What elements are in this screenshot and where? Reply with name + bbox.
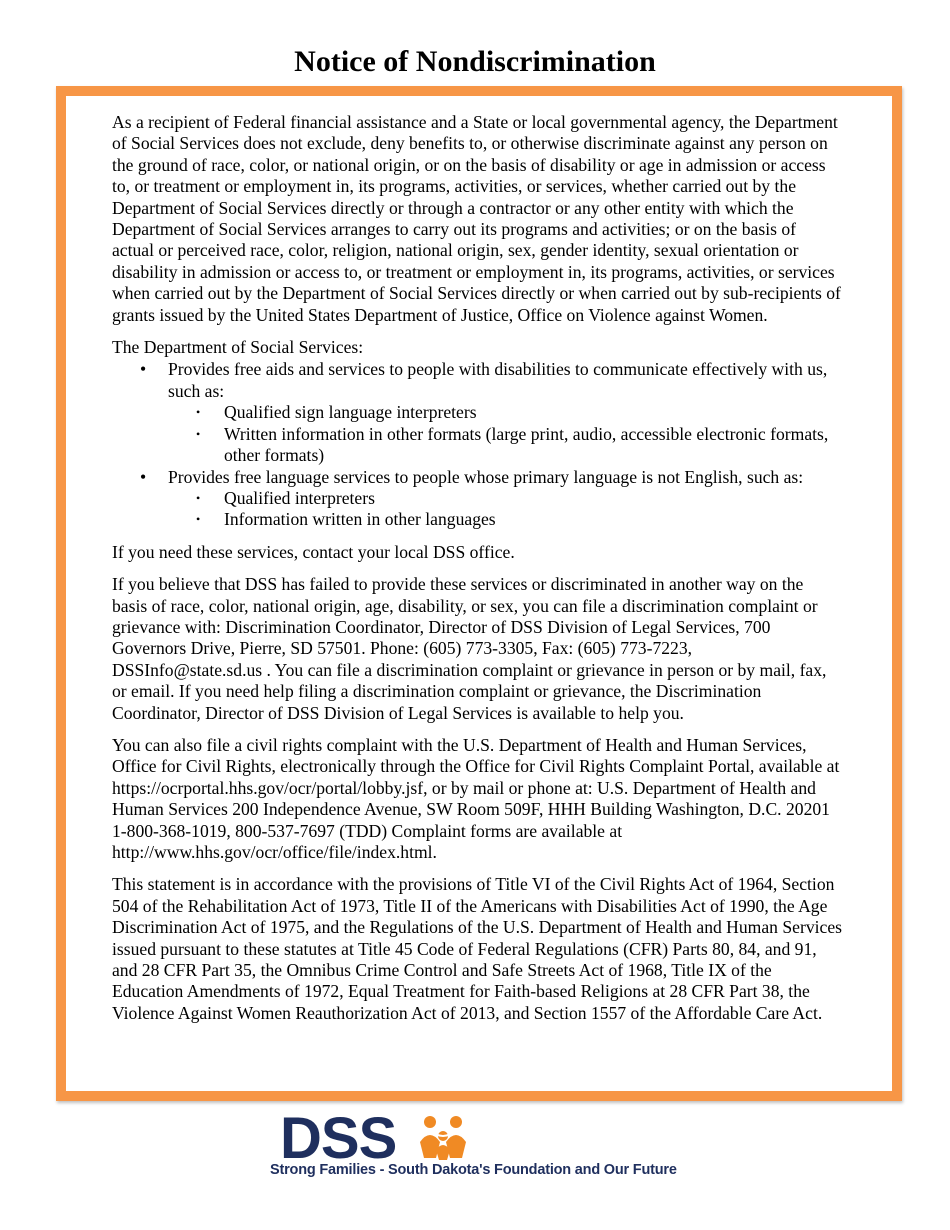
service-item-text: Provides free aids and services to people with disabilities to communicate effectively with us, such as: — [168, 359, 828, 401]
dss-logo — [268, 1106, 688, 1192]
intro-paragraph: As a recipient of Federal financial assistance and a State or local governmental agency, the Department of Social Services does not exclude, deny benefits to, or otherwise discriminate against any person on the ground of race, color, or national origin, or on the basis of disability or age in admission or access to, or treatment or employment in, its programs, activities, or services, whether carried out by the Department of Social Services directly or through a contractor or any other entity with which the Department of Social Services arranges to carry out its programs and activities; or on the basis of actual or perceived race, color, religion, national origin, sex, gender identity, sexual orientation or disability in admission or access to, or treatment or employment in, its programs, activities, or services when carried out by the Department of Social Services directly or when carried out by sub-recipients of grants issued by the United States Department of Justice, Office on Violence against Women. — [112, 112, 841, 325]
service-subitems — [168, 402, 842, 466]
service-subitem: • Qualified interpreters — [224, 488, 842, 509]
service-item-text: Provides free language services to people whose primary language is not English, such as: — [168, 466, 804, 487]
grievance-paragraph: If you believe that DSS has failed to provide these services or discriminated in another way on the basis of race, color, national origin, age, disability, or sex, you can file a discrimination complaint or grievance with: Discrimination Coordinator, Director of DSS Division of Legal Services, 700 Governors Drive, Pierre, SD 57501. Phone: (605) 773-3305, Fax: (605) 773-7223, DSSInfo@state.sd.us . You can file a discrimination complaint or grievance in person or by mail, fax, or email. If you need help filing a discrimination complaint or grievance, the Discrimination Coordinator, Director of DSS Division of Legal Services is available to help you. — [112, 574, 827, 723]
dss-wordmark: DSS — [280, 1106, 397, 1171]
page-title: Notice of Nondiscrimination — [294, 45, 656, 78]
service-item-language — [168, 467, 842, 531]
service-subitem: • Qualified sign language interpreters — [224, 402, 842, 423]
contact-local-paragraph: If you need these services, contact your local DSS office. — [112, 541, 515, 562]
family-icon — [416, 1112, 470, 1162]
service-item-disabilities — [168, 359, 842, 466]
services-list — [112, 359, 842, 530]
service-subitems — [168, 488, 842, 531]
service-subitem: • Information written in other languages — [224, 509, 842, 530]
civil-rights-paragraph: You can also file a civil rights complaint with the U.S. Department of Health and Human Services, Office for Civil Rights, electronically through the Office for Civil Rights Complaint Portal, available at https://ocrportal.hhs.gov/ocr/portal/lobby.jsf, or by mail or phone at: U.S. Department of Health and Human Services 200 Independence Avenue, SW Room 509F, HHH Building Washington, D.C. 20201 1-800-368-1019, 800-537-7697 (TDD) Complaint forms are available at http://www.hhs.gov/ocr/office/file/index.html. — [112, 734, 840, 862]
statement-paragraph: This statement is in accordance with the provisions of Title VI of the Civil Rights Act of 1964, Section 504 of the Rehabilitation Act of 1973, Title II of the Americans with Disabilities Act of 1990, the Age Discrimination Act of 1975, and the Regulations of the U.S. Department of Health and Human Services issued pursuant to these statutes at Title 45 Code of Federal Regulations (CFR) Parts 80, 84, and 91, and 28 CFR Part 35, the Omnibus Crime Control and Safe Streets Act of 1968, Title IX of the Education Amendments of 1972, Equal Treatment for Faith-based Religions at 28 CFR Part 38, the Violence Against Women Reauthorization Act of 2013, and Section 1557 of the Affordable Care Act. — [112, 874, 842, 1023]
notice-body — [112, 112, 842, 1035]
service-subitem: • Written information in other formats (large print, audio, accessible electronic formats, other formats) — [224, 424, 842, 467]
services-heading: The Department of Social Services: — [112, 337, 364, 358]
logo-tagline: Strong Families - South Dakota's Foundation and Our Future — [270, 1162, 677, 1178]
